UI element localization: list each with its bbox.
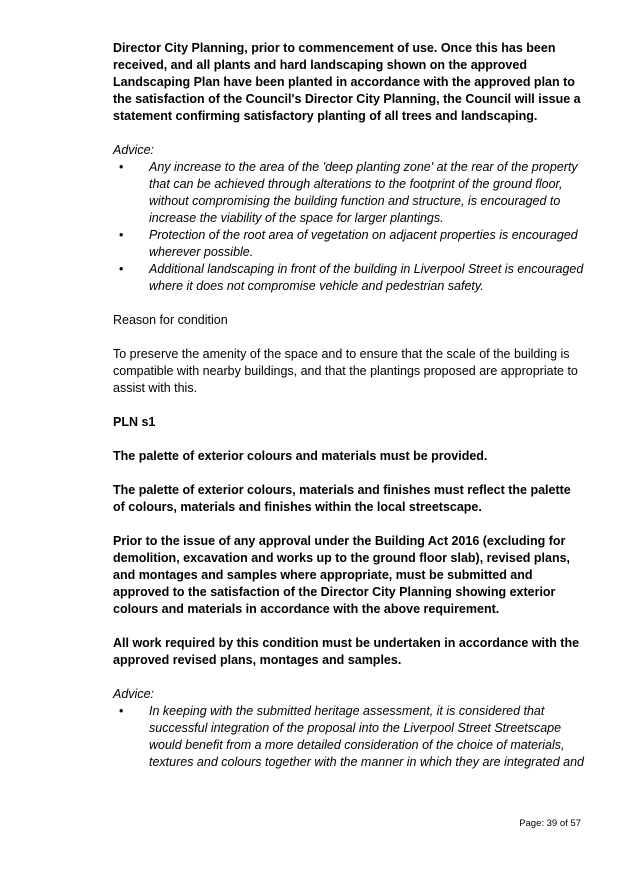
section-title: PLN s1 (113, 415, 156, 429)
advice-item-text: Additional landscaping in front of the building in Liverpool Street is encouraged where it does not compromise vehicle and pedestrian safety. (149, 262, 584, 293)
condition-text-continued: Director City Planning, prior to commencement of use. Once this has been received, and all plants and hard landscaping shown on the approved Landscaping Plan have been planted in accordance with the approved plan to the satisfaction of the Council's Director City Planning, the Council will issue a statement confirming satisfactory planting of all trees and landscaping. (113, 41, 581, 123)
advice-label: Advice: (113, 143, 154, 157)
bullet-icon: • (119, 262, 124, 276)
advice-list (113, 703, 585, 771)
bullet-icon: • (119, 160, 124, 174)
advice-item (113, 159, 585, 227)
condition-paragraph: The palette of exterior colours, materials and finishes must reflect the palette of colours, materials and finishes within the local streetscape. (113, 483, 571, 514)
condition-paragraph: Prior to the issue of any approval under the Building Act 2016 (excluding for demolition, excavation and works up to the ground floor slab), revised plans, and montages and samples where appropriate, must be submitted and approved to the satisfaction of the Director City Planning showing exterior colours and materials in accordance with the above requirement. (113, 534, 571, 616)
reason-text: To preserve the amenity of the space and to ensure that the scale of the building is compatible with nearby buildings, and that the plantings proposed are appropriate to assist with this. (113, 347, 578, 395)
advice-item (113, 227, 585, 261)
condition-paragraph: All work required by this condition must be undertaken in accordance with the approved revised plans, montages and samples. (113, 636, 580, 667)
advice-item (113, 703, 585, 771)
bullet-icon: • (119, 228, 124, 242)
advice-list (113, 159, 585, 295)
document-page (113, 40, 585, 771)
bullet-icon: • (119, 704, 124, 718)
advice-item (113, 261, 585, 295)
reason-heading: Reason for condition (113, 313, 228, 327)
page-number: Page: 39 of 57 (519, 818, 581, 829)
advice-item-text: Protection of the root area of vegetation on adjacent properties is encouraged wherever possible. (149, 228, 578, 259)
advice-item-text: Any increase to the area of the 'deep planting zone' at the rear of the property that can be achieved through alterations to the footprint of the ground floor, without compromising the building function and structure, is encouraged to increase the viability of the space for larger plantings. (149, 160, 578, 225)
condition-paragraph: The palette of exterior colours and materials must be provided. (113, 449, 488, 463)
advice-item-text: In keeping with the submitted heritage assessment, it is considered that successful integration of the proposal into the Liverpool Street Streetscape would benefit from a more detailed consideration of the choice of materials, textures and colours together with the manner in which they are integrated and (149, 704, 584, 769)
advice-label: Advice: (113, 687, 154, 701)
